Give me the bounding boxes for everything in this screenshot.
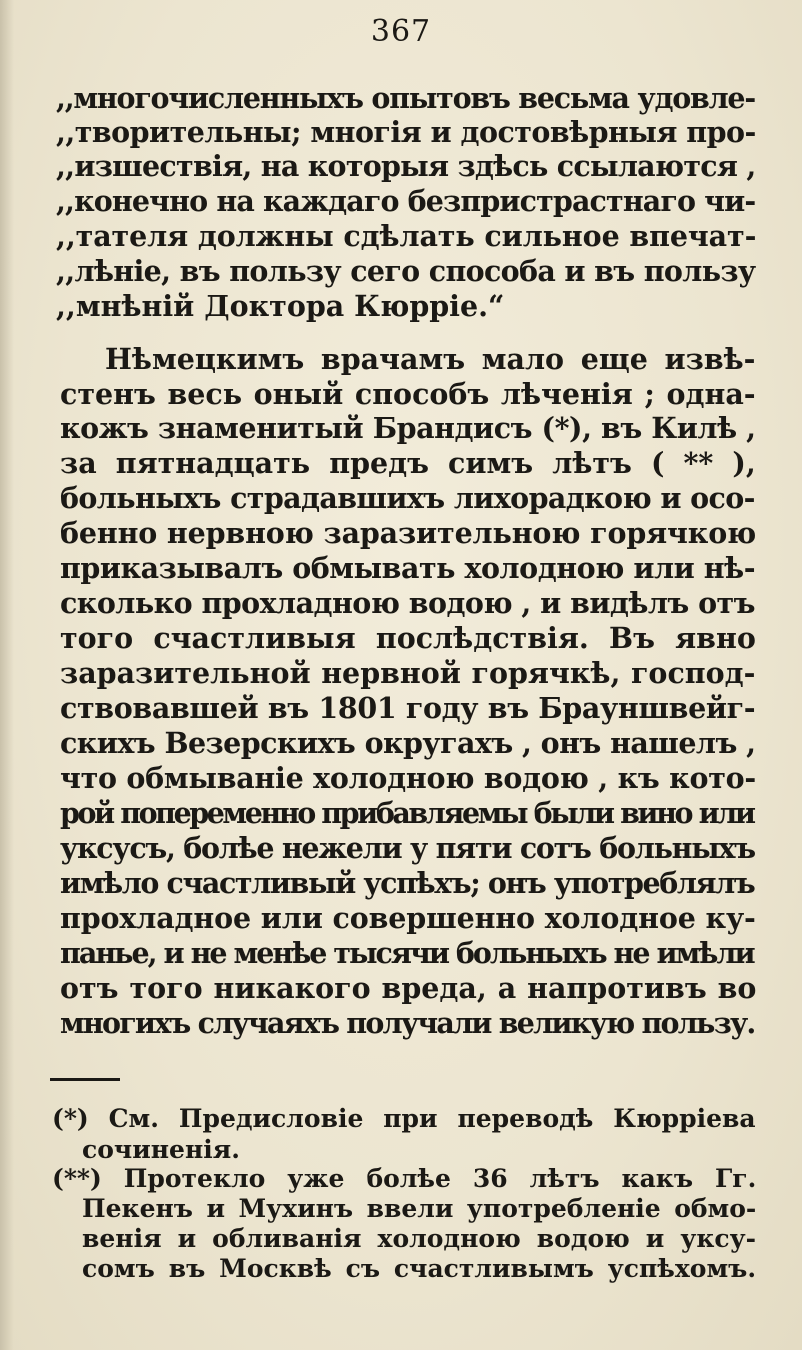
text-line: того счастливыя послѣдствія. Въ явно xyxy=(60,621,756,655)
page-number: 367 xyxy=(370,14,432,49)
text-line: многихъ случаяхъ получали великую пользу. xyxy=(60,1006,755,1040)
text-line: прохладное или совершенно холодное ку- xyxy=(60,901,756,935)
footnote-line: сочиненія. xyxy=(82,1135,240,1164)
text-line: панье, и не менѣе тысячи больныхъ не имѣли xyxy=(60,936,754,970)
footnote-line: Пекенъ и Мухинъ ввели употребленіе обмо- xyxy=(82,1194,757,1223)
text-line: сколько прохладною водою , и видѣлъ отъ xyxy=(60,586,755,620)
text-line: скихъ Везерскихъ округахъ , онъ нашелъ , xyxy=(60,726,756,760)
text-line: ,,лѣніе, въ пользу сего способа и въ пользу xyxy=(56,254,756,288)
footnote-line: венія и обливанія холодною водою и уксу- xyxy=(82,1224,757,1253)
text-line: кожъ знаменитый Брандисъ (*), въ Килѣ , xyxy=(60,411,756,445)
text-line: ,,творительны; многія и достовѣрныя про- xyxy=(56,115,756,149)
text-line: Нѣмецкимъ врачамъ мало еще извѣ- xyxy=(105,342,756,376)
footnote-line: сомъ въ Москвѣ съ счастливымъ успѣхомъ. xyxy=(82,1254,757,1283)
footnote-line: (*) См. Предисловіе при переводѣ Кюрріева xyxy=(52,1104,756,1133)
text-line: бенно нервною заразительною горячкою xyxy=(60,516,757,550)
text-line: что обмываніе холодною водою , къ кото- xyxy=(60,761,756,795)
text-line: ,,изшествія, на которыя здѣсь ссылаются , xyxy=(56,149,756,183)
text-line: имѣло счастливый успѣхъ; онъ употреблялъ xyxy=(60,866,755,900)
text-line: приказывалъ обмывать холодною или нѣ- xyxy=(60,551,756,585)
text-line: отъ того никакого вреда, а напротивъ во xyxy=(60,971,757,1005)
text-line: уксусъ, болѣе нежели у пяти сотъ больныхъ xyxy=(60,831,755,865)
text-line: рой попеременно прибавляемы были вино или xyxy=(60,796,754,830)
text-line: стенъ весь оный способъ лѣченія ; одна- xyxy=(60,377,756,411)
text-line: ствовавшей въ 1801 году въ Брауншвейг- xyxy=(60,691,756,725)
page-gutter-shadow xyxy=(0,0,14,1350)
text-line: ,,тателя должны сдѣлать сильное впечат- xyxy=(56,219,757,253)
text-line: ,,многочисленныхъ опытовъ весьма удовле- xyxy=(56,81,755,115)
text-line: заразительной нервной горячкѣ, господ- xyxy=(60,656,756,690)
text-line: за пятнадцать предъ симъ лѣтъ ( ** ), xyxy=(60,446,756,480)
footnote-line: (**) Протекло уже болѣе 36 лѣтъ какъ Гг. xyxy=(52,1164,757,1193)
footnote-divider xyxy=(50,1078,120,1081)
text-line: ,,конечно на каждаго безпристрастнаго чи- xyxy=(56,184,756,218)
text-line: больныхъ страдавшихъ лихорадкою и осо- xyxy=(60,481,755,515)
text-line: ,,мнѣній Доктора Кюрріе.“ xyxy=(56,289,505,323)
